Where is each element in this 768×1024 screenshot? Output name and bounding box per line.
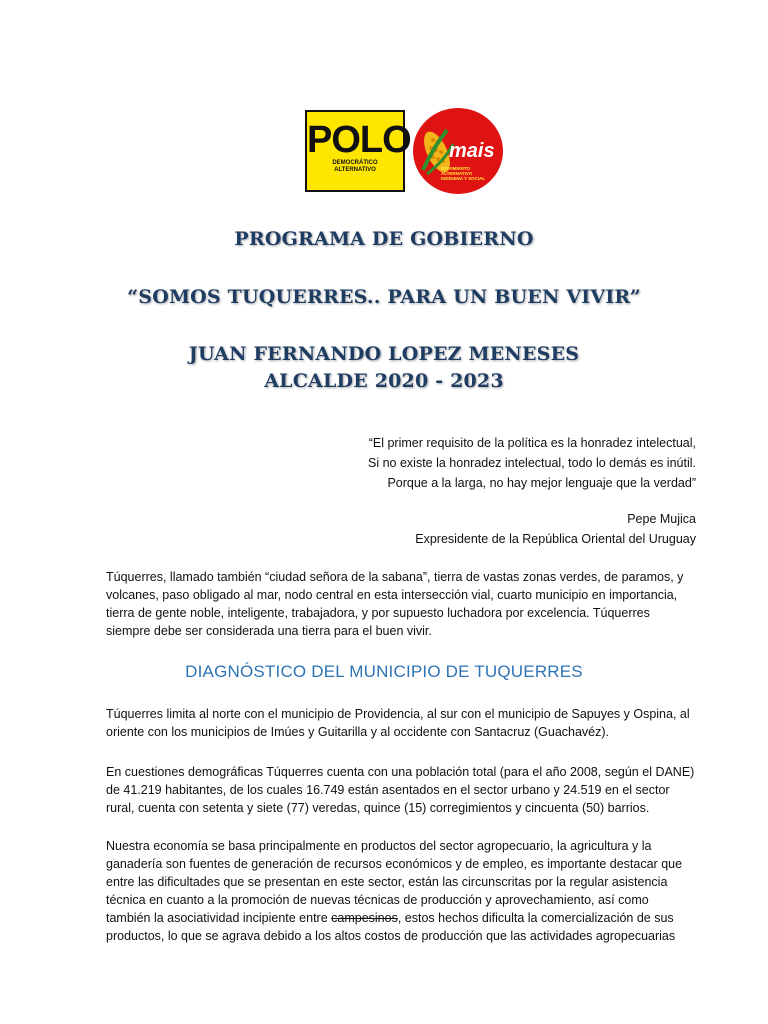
economy-line-4: técnica en cuanto a la promoción de nuevas técnicas de producción y aprovechamiento, así como xyxy=(106,893,649,907)
party-logos xyxy=(305,108,510,196)
borders-paragraph xyxy=(106,705,698,741)
polo-logo-word: POLO xyxy=(307,119,411,161)
intro-line-4: siempre debe ser considerada una tierra para el buen vivir. xyxy=(106,624,432,638)
quote-line-3: Porque a la larga, no hay mejor lenguaje que la verdad” xyxy=(387,476,696,490)
candidate-name: JUAN FERNANDO LOPEZ MENESES xyxy=(188,343,580,365)
intro-line-2: volcanes, paso obligado al mar, nodo central en esta intersección vial, cuarto municipio en importancia, xyxy=(106,588,678,602)
demographics-line-2: de 41.219 habitantes, de los cuales 16.749 están asentados en el sector urbano y 24.519 en el sector xyxy=(106,783,670,797)
polo-logo-subtitle-1: DEMOCRÁTICO xyxy=(332,160,378,166)
office-title: ALCALDE 2020 - 2023 xyxy=(264,370,504,392)
mais-logo-subtitle xyxy=(441,166,497,181)
section-heading: DIAGNÓSTICO DEL MUNICIPIO DE TUQUERRES xyxy=(185,662,583,681)
epigraph-quote xyxy=(368,433,696,493)
economy-line-1: Nuestra economía se basa principalmente en productos del sector agropecuario, la agricultura y la xyxy=(106,839,652,853)
economy-line-5 xyxy=(106,909,698,927)
polo-logo-subtitle-2: ALTERNATIVO xyxy=(334,167,376,173)
intro-line-1: Túquerres, llamado también “ciudad señora de la sabana”, tierra de vastas zonas verdes, de paramos, y xyxy=(106,570,684,584)
quote-author: Pepe Mujica xyxy=(627,512,696,526)
quote-author-role: Expresidente de la República Oriental del Uruguay xyxy=(415,532,696,546)
program-title: PROGRAMA DE GOBIERNO xyxy=(234,228,534,250)
economy-line-5-end: , estos hechos dificulta la comercialización de sus xyxy=(397,911,674,925)
quote-attribution xyxy=(415,509,696,549)
economy-line-2: ganadería son fuentes de generación de recursos económicos y de empleo, es importante destacar que xyxy=(106,857,683,871)
mais-logo-subtitle-1: MOVIMIENTO ALTERNATIVO xyxy=(441,166,473,176)
demographics-line-3: rural, cuenta con setenta y siete (77) veredas, quince (15) corregimientos y cincuenta (50) barrios. xyxy=(106,801,650,815)
quote-line-2: Si no existe la honradez intelectual, todo lo demás es inútil. xyxy=(368,456,696,470)
mais-logo-word: mais xyxy=(449,140,495,162)
intro-line-3: tierra de gente noble, inteligente, trabajadora, y por supuesto luchadora por excelencia. Túquerres xyxy=(106,606,650,620)
economy-line-5-start: también la asociatividad incipiente entre xyxy=(106,911,332,925)
economy-line-3: entre las dificultades que se presentan en este sector, están las circunscritas por la regular asistencia xyxy=(106,875,668,889)
demographics-paragraph xyxy=(106,763,698,817)
economy-line-6: productos, lo que se agrava debido a los altos costos de producción que las actividades agropecuarias xyxy=(106,929,676,943)
polo-logo xyxy=(305,110,411,192)
mais-logo xyxy=(413,108,503,194)
slogan-title: “SOMOS TUQUERRES.. PARA UN BUEN VIVIR” xyxy=(127,286,641,308)
struck-word: campesinos xyxy=(331,911,398,925)
borders-line-2: oriente con los municipios de Imúes y Guitarilla y al occidente con Santacruz (Guachavéz). xyxy=(106,725,610,739)
quote-line-1: “El primer requisito de la política es la honradez intelectual, xyxy=(368,436,696,450)
mais-logo-subtitle-2: INDÍGENA Y SOCIAL xyxy=(441,176,486,181)
demographics-line-1: En cuestiones demográficas Túquerres cuenta con una población total (para el año 2008, según el DANE) xyxy=(106,765,695,779)
economy-paragraph xyxy=(106,837,698,945)
borders-line-1: Túquerres limita al norte con el municipio de Providencia, al sur con el municipio de Sapuyes y Ospina, al xyxy=(106,707,690,721)
intro-paragraph xyxy=(106,568,698,640)
